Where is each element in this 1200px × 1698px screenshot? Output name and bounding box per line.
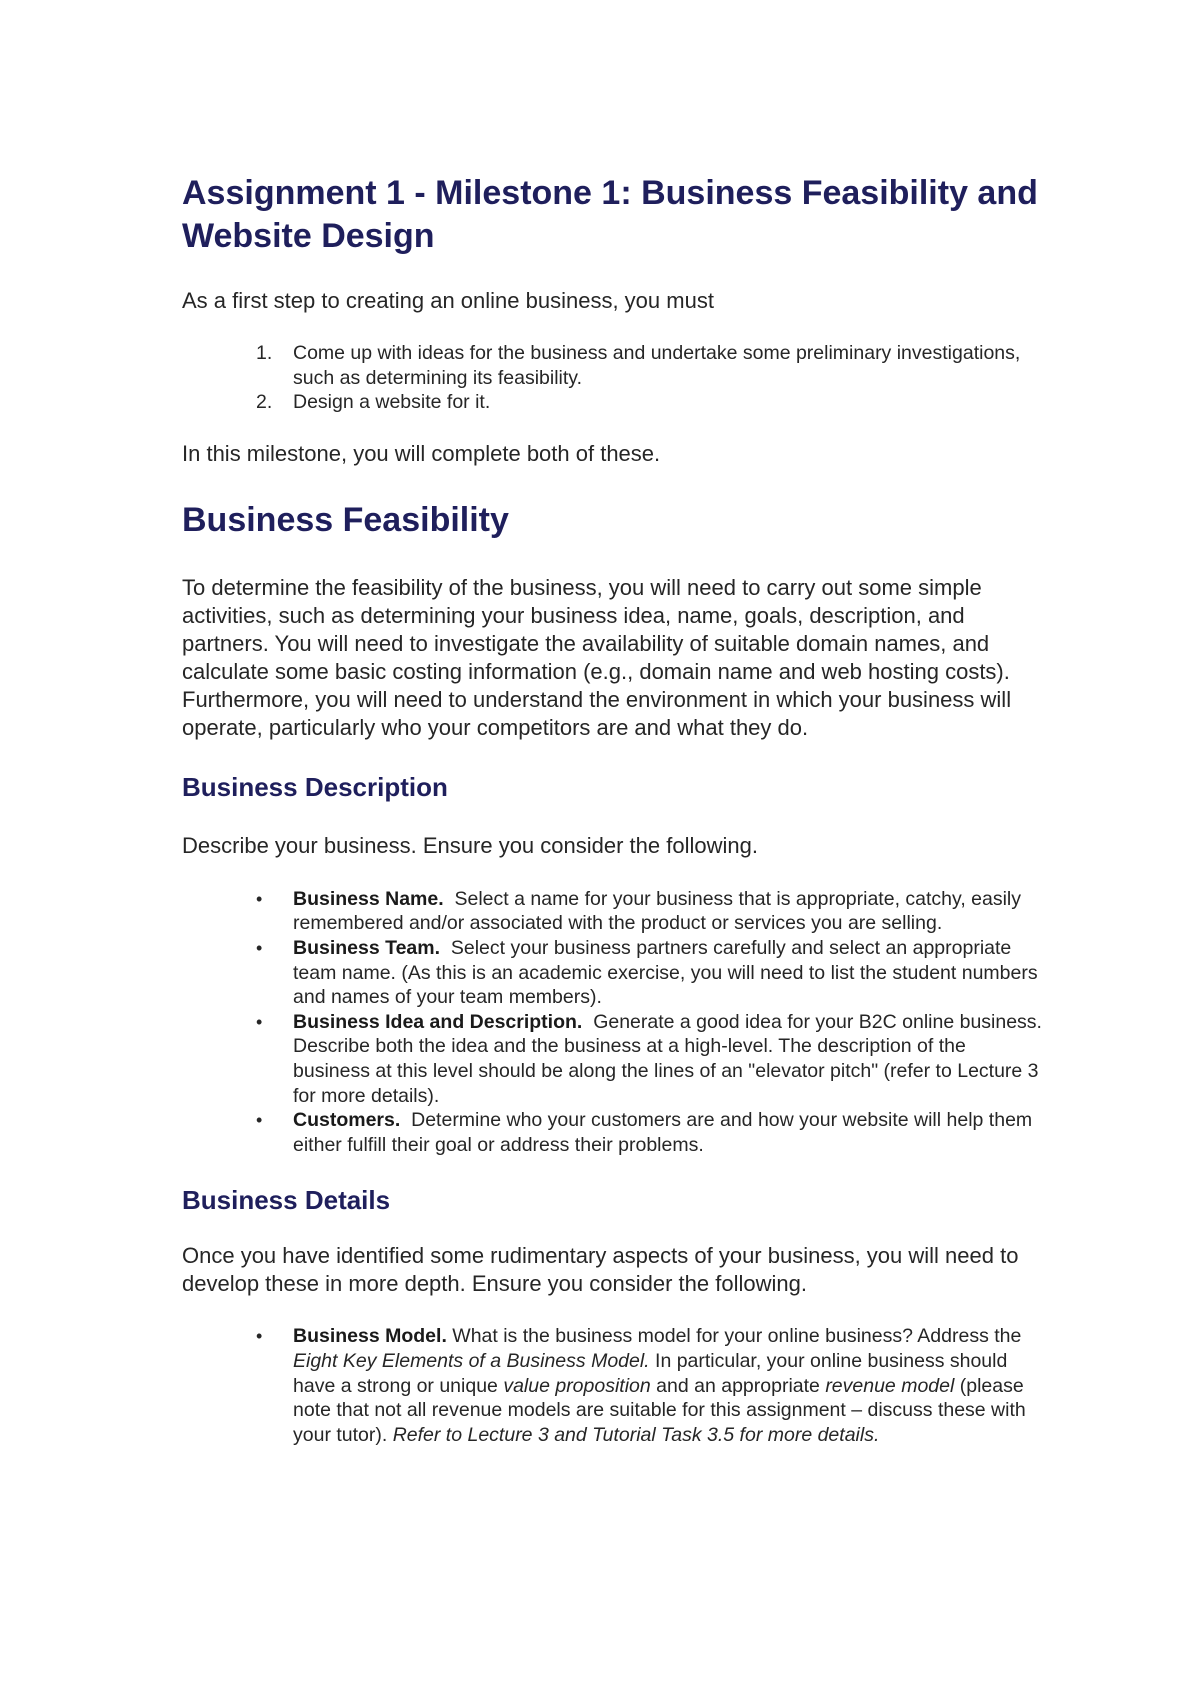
list-item	[182, 390, 1042, 415]
bullet-icon: •	[256, 1326, 263, 1347]
list-item-text: and an appropriate	[650, 1374, 826, 1397]
intro-paragraph: As a first step to creating an online business, you must	[182, 288, 714, 313]
details-list	[182, 1324, 1042, 1447]
subsection-heading-business-description: Business Description	[182, 771, 448, 802]
steps-list	[182, 341, 1042, 415]
list-item-text: In particular, your online business should have a strong or unique	[293, 1349, 1008, 1397]
list-item-text: Design a website for it.	[293, 391, 491, 414]
list-item-text: Select a name for your business that is appropriate, catchy, easily remembered and/or associated with the product or services you are selling.	[293, 887, 1022, 935]
list-item	[182, 341, 1042, 390]
details-intro: Once you have identified some rudimentary aspects of your business, you will need to develop these in more depth. Ensure you consider the following.	[182, 1243, 1019, 1297]
bullet-icon: •	[256, 888, 263, 909]
list-item	[182, 1010, 1042, 1108]
list-item-text: Come up with ideas for the business and undertake some preliminary investigations, such as determining its feasibility.	[293, 342, 1021, 389]
list-item	[182, 1324, 1042, 1447]
bullet-icon: •	[256, 1011, 263, 1032]
description-intro: Describe your business. Ensure you consider the following.	[182, 832, 758, 858]
list-number: 1.	[256, 342, 273, 364]
emphasis-text: Refer to Lecture 3 and Tutorial Task 3.5 for more details.	[392, 1423, 880, 1446]
emphasis-text: Eight Key Elements of a Business Model.	[293, 1349, 650, 1372]
list-item-text: (please note that not all revenue models are suitable for this assignment – discuss these with your tutor).	[293, 1374, 1026, 1446]
list-item-text: Generate a good idea for your B2C online business. Describe both the idea and the business at a high-level. The description of the business at this level should be along the lines of an "elevator pitch" (refer to Lecture 3 for more details).	[293, 1010, 1042, 1107]
list-number: 2.	[256, 391, 273, 414]
list-item-label: Business Name.	[293, 887, 444, 910]
page-title: Assignment 1 - Milestone 1: Business Feasibility and Website Design	[182, 174, 1038, 255]
list-item-text: What is the business model for your online business? Address the	[452, 1325, 1022, 1348]
list-item	[182, 887, 1042, 936]
feasibility-paragraph: To determine the feasibility of the business, you will need to carry out some simple activities, such as determining your business idea, name, goals, description, and partners. You will need to investigate the availability of suitable domain names, and calculate some basic costing information (e.g., domain name and web hosting costs). Furthermore, you will need to understand the environment in which your business will operate, particularly who your competitors are and what they do.	[182, 574, 1012, 740]
list-item-text: Select your business partners carefully and select an appropriate team name. (As this is an academic exercise, you will need to list the student numbers and names of your team members).	[293, 936, 1038, 1009]
section-heading-business-feasibility: Business Feasibility	[182, 500, 509, 539]
list-item	[182, 936, 1042, 1010]
bullet-icon: •	[256, 937, 263, 958]
list-item-text: Determine who your customers are and how your website will help them either fulfill their goal or address their problems.	[293, 1109, 1033, 1156]
closing-paragraph: In this milestone, you will complete both of these.	[182, 440, 661, 466]
list-item	[182, 1108, 1042, 1157]
emphasis-text: revenue model	[825, 1374, 955, 1397]
document-content	[182, 172, 1042, 1447]
list-item-label: Business Team.	[293, 936, 441, 959]
bullet-icon: •	[256, 1110, 263, 1131]
description-list	[182, 887, 1042, 1158]
list-item-label: Business Model.	[293, 1325, 447, 1348]
subsection-heading-business-details: Business Details	[182, 1185, 391, 1216]
emphasis-text: value proposition	[503, 1374, 651, 1397]
list-item-label: Customers.	[293, 1109, 401, 1132]
list-item-label: Business Idea and Description.	[293, 1010, 583, 1033]
